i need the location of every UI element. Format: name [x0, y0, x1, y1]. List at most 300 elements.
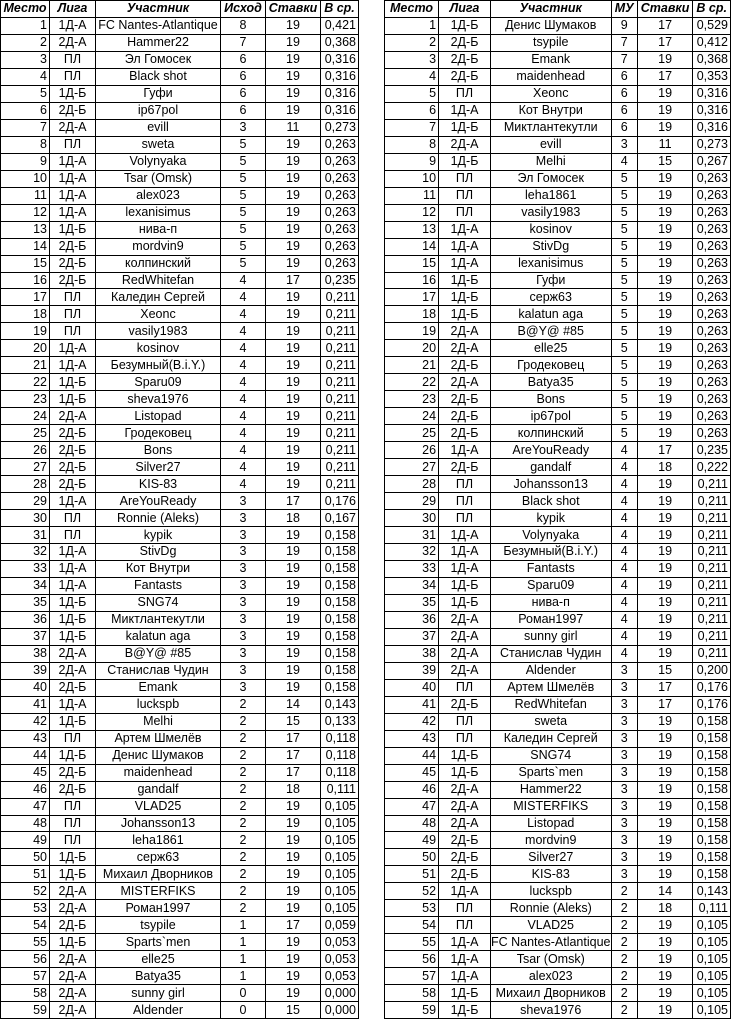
league-cell: 2Д-Б — [439, 696, 491, 713]
league-cell: 1Д-Б — [439, 272, 491, 289]
table-row — [385, 476, 731, 493]
league-cell: 1Д-Б — [50, 628, 96, 645]
average-cell: 0,105 — [321, 798, 359, 815]
place-cell: 29 — [385, 493, 439, 510]
average-cell: 0,053 — [321, 968, 359, 985]
average-cell: 0,105 — [321, 900, 359, 917]
place-cell: 45 — [385, 764, 439, 781]
count-cell: 4 — [221, 442, 266, 459]
table-row — [1, 713, 359, 730]
average-cell: 0,211 — [321, 476, 359, 493]
average-cell: 0,263 — [693, 340, 731, 357]
bets-cell: 19 — [637, 560, 692, 577]
participant-cell: kypik — [96, 527, 221, 544]
participant-cell: Кот Внутри — [490, 102, 611, 119]
league-cell: 2Д-А — [50, 34, 96, 51]
bets-cell: 19 — [637, 272, 692, 289]
participant-cell: sweta — [490, 713, 611, 730]
average-cell: 0,263 — [693, 425, 731, 442]
bets-cell: 19 — [637, 713, 692, 730]
league-cell: 2Д-Б — [50, 917, 96, 934]
place-cell: 19 — [1, 323, 50, 340]
place-cell: 10 — [1, 170, 50, 187]
count-cell: 5 — [611, 187, 637, 204]
bets-cell: 19 — [266, 34, 321, 51]
bets-cell: 11 — [266, 119, 321, 136]
place-cell: 5 — [385, 85, 439, 102]
participant-cell: серж63 — [490, 289, 611, 306]
count-cell: 2 — [611, 900, 637, 917]
participant-cell: sunny girl — [490, 628, 611, 645]
table-row — [385, 696, 731, 713]
league-cell: 1Д-Б — [50, 221, 96, 238]
header-league: Лига — [50, 1, 96, 18]
bets-cell: 14 — [637, 883, 692, 900]
place-cell: 21 — [385, 357, 439, 374]
bets-cell: 19 — [637, 238, 692, 255]
count-cell: 3 — [611, 713, 637, 730]
count-cell: 2 — [221, 866, 266, 883]
participant-cell: Silver27 — [96, 459, 221, 476]
bets-cell: 19 — [637, 85, 692, 102]
average-cell: 0,263 — [693, 221, 731, 238]
participant-cell: gandalf — [96, 781, 221, 798]
average-cell: 0,158 — [321, 679, 359, 696]
count-cell: 7 — [611, 34, 637, 51]
bets-cell: 19 — [266, 934, 321, 951]
table-body — [385, 17, 731, 1018]
league-cell: 2Д-А — [439, 323, 491, 340]
league-cell: 1Д-Б — [439, 577, 491, 594]
table-row — [1, 645, 359, 662]
bets-cell: 19 — [637, 611, 692, 628]
league-cell: 1Д-А — [50, 187, 96, 204]
bets-cell: 19 — [266, 187, 321, 204]
count-cell: 3 — [221, 544, 266, 561]
place-cell: 59 — [1, 1002, 50, 1019]
bets-cell: 19 — [266, 951, 321, 968]
place-cell: 43 — [385, 730, 439, 747]
league-cell: 1Д-А — [50, 544, 96, 561]
table-row — [1, 119, 359, 136]
place-cell: 35 — [1, 594, 50, 611]
table-row — [1, 170, 359, 187]
count-cell: 0 — [221, 1002, 266, 1019]
bets-cell: 19 — [266, 594, 321, 611]
count-cell: 6 — [611, 68, 637, 85]
league-cell: 2Д-А — [50, 985, 96, 1002]
bets-cell: 19 — [266, 153, 321, 170]
place-cell: 25 — [385, 425, 439, 442]
place-cell: 27 — [1, 459, 50, 476]
table-row — [385, 17, 731, 34]
table-row — [1, 204, 359, 221]
place-cell: 1 — [1, 17, 50, 34]
place-cell: 47 — [1, 798, 50, 815]
bets-cell: 19 — [637, 306, 692, 323]
place-cell: 41 — [385, 696, 439, 713]
place-cell: 33 — [1, 560, 50, 577]
league-cell: 1Д-А — [439, 883, 491, 900]
place-cell: 57 — [385, 968, 439, 985]
league-cell: ПЛ — [50, 289, 96, 306]
league-cell: 1Д-А — [50, 560, 96, 577]
bets-cell: 15 — [637, 662, 692, 679]
count-cell: 5 — [221, 238, 266, 255]
table-row — [385, 747, 731, 764]
average-cell: 0,263 — [693, 289, 731, 306]
bets-cell: 19 — [637, 323, 692, 340]
average-cell: 0,118 — [321, 764, 359, 781]
place-cell: 22 — [1, 374, 50, 391]
table-row — [1, 476, 359, 493]
participant-cell: lexanisimus — [96, 204, 221, 221]
participant-cell: Black shot — [490, 493, 611, 510]
league-cell: 2Д-А — [50, 662, 96, 679]
league-cell: ПЛ — [50, 51, 96, 68]
count-cell: 5 — [221, 187, 266, 204]
bets-cell: 19 — [266, 527, 321, 544]
average-cell: 0,211 — [693, 611, 731, 628]
league-cell: ПЛ — [50, 730, 96, 747]
place-cell: 56 — [1, 951, 50, 968]
place-cell: 37 — [1, 628, 50, 645]
count-cell: 5 — [611, 374, 637, 391]
count-cell: 5 — [221, 170, 266, 187]
participant-cell: Batya35 — [96, 968, 221, 985]
bets-cell: 19 — [637, 187, 692, 204]
place-cell: 29 — [1, 493, 50, 510]
league-cell: ПЛ — [50, 798, 96, 815]
bets-cell: 19 — [637, 798, 692, 815]
bets-cell: 15 — [266, 1002, 321, 1019]
header-bets: Ставки — [266, 1, 321, 18]
league-cell: 2Д-А — [439, 136, 491, 153]
participant-cell: Johansson13 — [96, 815, 221, 832]
league-cell: 1Д-А — [50, 357, 96, 374]
table-row — [1, 255, 359, 272]
average-cell: 0,211 — [693, 476, 731, 493]
average-cell: 0,167 — [321, 510, 359, 527]
average-cell: 0,158 — [693, 832, 731, 849]
table-row — [1, 391, 359, 408]
average-cell: 0,211 — [321, 408, 359, 425]
average-cell: 0,105 — [693, 985, 731, 1002]
count-cell: 6 — [221, 51, 266, 68]
average-cell: 0,263 — [321, 238, 359, 255]
league-cell: 1Д-А — [50, 204, 96, 221]
place-cell: 28 — [385, 476, 439, 493]
league-cell: ПЛ — [439, 204, 491, 221]
league-cell: ПЛ — [50, 510, 96, 527]
average-cell: 0,263 — [693, 204, 731, 221]
place-cell: 23 — [1, 391, 50, 408]
place-cell: 14 — [1, 238, 50, 255]
league-cell: 2Д-А — [439, 798, 491, 815]
table-header — [1, 1, 359, 18]
league-cell: 2Д-Б — [439, 34, 491, 51]
table-row — [1, 1002, 359, 1019]
count-cell: 5 — [611, 238, 637, 255]
average-cell: 0,158 — [693, 713, 731, 730]
bets-cell: 17 — [266, 764, 321, 781]
table-row — [385, 391, 731, 408]
count-cell: 3 — [221, 577, 266, 594]
count-cell: 5 — [611, 357, 637, 374]
bets-cell: 19 — [637, 628, 692, 645]
bets-cell: 19 — [266, 679, 321, 696]
place-cell: 46 — [1, 781, 50, 798]
table-row — [385, 272, 731, 289]
average-cell: 0,176 — [693, 696, 731, 713]
average-cell: 0,273 — [693, 136, 731, 153]
bets-cell: 19 — [637, 985, 692, 1002]
bets-cell: 19 — [266, 628, 321, 645]
league-cell: 2Д-А — [50, 883, 96, 900]
count-cell: 5 — [611, 255, 637, 272]
table-row — [1, 968, 359, 985]
count-cell: 2 — [611, 883, 637, 900]
count-cell: 5 — [611, 289, 637, 306]
average-cell: 0,263 — [693, 255, 731, 272]
league-cell: ПЛ — [50, 815, 96, 832]
table-row — [1, 560, 359, 577]
table-row — [1, 408, 359, 425]
participant-cell: sheva1976 — [490, 1002, 611, 1019]
league-cell: 2Д-Б — [50, 764, 96, 781]
place-cell: 55 — [1, 934, 50, 951]
place-cell: 36 — [1, 611, 50, 628]
average-cell: 0,105 — [321, 815, 359, 832]
place-cell: 6 — [1, 102, 50, 119]
league-cell: 1Д-Б — [50, 849, 96, 866]
league-cell: 2Д-Б — [439, 408, 491, 425]
table-row — [385, 136, 731, 153]
table-row — [1, 153, 359, 170]
count-cell: 2 — [221, 730, 266, 747]
average-cell: 0,158 — [321, 645, 359, 662]
participant-cell: Ronnie (Aleks) — [490, 900, 611, 917]
participant-cell: tsypile — [96, 917, 221, 934]
average-cell: 0,211 — [321, 442, 359, 459]
participant-cell: AreYouReady — [96, 493, 221, 510]
bets-cell: 19 — [266, 476, 321, 493]
participant-cell: StivDg — [490, 238, 611, 255]
count-cell: 4 — [221, 272, 266, 289]
average-cell: 0,158 — [321, 611, 359, 628]
league-cell: 2Д-А — [50, 119, 96, 136]
league-cell: 1Д-А — [439, 221, 491, 238]
table-row — [1, 900, 359, 917]
league-cell: 2Д-А — [439, 815, 491, 832]
league-cell: 2Д-А — [50, 951, 96, 968]
participant-cell: sunny girl — [96, 985, 221, 1002]
league-cell: ПЛ — [439, 730, 491, 747]
participant-cell: Ronnie (Aleks) — [96, 510, 221, 527]
bets-cell: 17 — [637, 34, 692, 51]
count-cell: 3 — [611, 798, 637, 815]
average-cell: 0,267 — [693, 153, 731, 170]
place-cell: 52 — [385, 883, 439, 900]
count-cell: 5 — [221, 204, 266, 221]
place-cell: 13 — [385, 221, 439, 238]
table-row — [385, 544, 731, 561]
average-cell: 0,200 — [693, 662, 731, 679]
bets-cell: 19 — [266, 883, 321, 900]
bets-cell: 19 — [266, 560, 321, 577]
participant-cell: Listopad — [96, 408, 221, 425]
table-row — [1, 527, 359, 544]
bets-cell: 19 — [266, 51, 321, 68]
league-cell: 2Д-А — [439, 611, 491, 628]
average-cell: 0,133 — [321, 713, 359, 730]
bets-cell: 17 — [266, 493, 321, 510]
table-row — [385, 866, 731, 883]
league-cell: 1Д-Б — [439, 289, 491, 306]
count-cell: 3 — [221, 510, 266, 527]
place-cell: 28 — [1, 476, 50, 493]
count-cell: 4 — [221, 289, 266, 306]
count-cell: 4 — [221, 306, 266, 323]
participant-cell: RedWhitefan — [490, 696, 611, 713]
table-row — [385, 238, 731, 255]
average-cell: 0,158 — [321, 662, 359, 679]
table-row — [1, 51, 359, 68]
participant-cell: Станислав Чудин — [96, 662, 221, 679]
count-cell: 1 — [221, 951, 266, 968]
table-row — [1, 272, 359, 289]
table-row — [1, 985, 359, 1002]
place-cell: 17 — [385, 289, 439, 306]
average-cell: 0,143 — [693, 883, 731, 900]
table-row — [385, 340, 731, 357]
average-cell: 0,211 — [693, 628, 731, 645]
bets-cell: 19 — [266, 544, 321, 561]
place-cell: 49 — [1, 832, 50, 849]
bets-cell: 19 — [266, 645, 321, 662]
league-cell: ПЛ — [50, 527, 96, 544]
table-header — [385, 1, 731, 18]
participant-cell: Гродековец — [490, 357, 611, 374]
place-cell: 31 — [1, 527, 50, 544]
bets-cell: 19 — [637, 204, 692, 221]
participant-cell: Melhi — [490, 153, 611, 170]
count-cell: 3 — [611, 696, 637, 713]
bets-cell: 11 — [637, 136, 692, 153]
participant-cell: elle25 — [490, 340, 611, 357]
participant-cell: Sparu09 — [490, 577, 611, 594]
table-row — [1, 306, 359, 323]
league-cell: 2Д-Б — [50, 238, 96, 255]
bets-cell: 19 — [266, 357, 321, 374]
average-cell: 0,263 — [693, 170, 731, 187]
header-mu: МУ — [611, 1, 637, 18]
participant-cell: VLAD25 — [96, 798, 221, 815]
place-cell: 32 — [1, 544, 50, 561]
place-cell: 30 — [1, 510, 50, 527]
league-cell: 1Д-Б — [50, 866, 96, 883]
place-cell: 23 — [385, 391, 439, 408]
league-cell: 1Д-Б — [439, 747, 491, 764]
participant-cell: Hammer22 — [96, 34, 221, 51]
average-cell: 0,158 — [321, 544, 359, 561]
count-cell: 2 — [221, 832, 266, 849]
participant-cell: Tsar (Omsk) — [96, 170, 221, 187]
bets-cell: 19 — [266, 611, 321, 628]
bets-cell: 17 — [637, 696, 692, 713]
participant-cell: Silver27 — [490, 849, 611, 866]
place-cell: 18 — [385, 306, 439, 323]
participant-cell: KIS-83 — [490, 866, 611, 883]
average-cell: 0,211 — [321, 357, 359, 374]
league-cell: 1Д-А — [50, 170, 96, 187]
count-cell: 3 — [611, 662, 637, 679]
average-cell: 0,105 — [693, 951, 731, 968]
count-cell: 3 — [611, 781, 637, 798]
participant-cell: AreYouReady — [490, 442, 611, 459]
average-cell: 0,316 — [693, 85, 731, 102]
table-row — [1, 832, 359, 849]
table-row — [385, 119, 731, 136]
league-cell: 2Д-Б — [50, 442, 96, 459]
league-cell: 1Д-А — [50, 577, 96, 594]
count-cell: 2 — [221, 713, 266, 730]
bets-cell: 19 — [637, 544, 692, 561]
place-cell: 24 — [1, 408, 50, 425]
count-cell: 5 — [221, 136, 266, 153]
bets-cell: 19 — [266, 408, 321, 425]
league-cell: 1Д-Б — [439, 17, 491, 34]
average-cell: 0,158 — [693, 849, 731, 866]
bets-cell: 19 — [266, 136, 321, 153]
average-cell: 0,263 — [693, 306, 731, 323]
average-cell: 0,211 — [321, 306, 359, 323]
participant-cell: Артем Шмелёв — [490, 679, 611, 696]
count-cell: 5 — [611, 306, 637, 323]
average-cell: 0,211 — [693, 510, 731, 527]
table-row — [1, 374, 359, 391]
average-cell: 0,263 — [321, 221, 359, 238]
league-cell: 2Д-А — [439, 662, 491, 679]
bets-cell: 19 — [637, 849, 692, 866]
place-cell: 24 — [385, 408, 439, 425]
bets-cell: 19 — [266, 85, 321, 102]
participant-cell: lexanisimus — [490, 255, 611, 272]
participant-cell: Black shot — [96, 68, 221, 85]
place-cell: 54 — [1, 917, 50, 934]
league-cell: 1Д-Б — [50, 713, 96, 730]
place-cell: 8 — [1, 136, 50, 153]
count-cell: 3 — [221, 611, 266, 628]
average-cell: 0,105 — [321, 849, 359, 866]
count-cell: 4 — [611, 628, 637, 645]
average-cell: 0,059 — [321, 917, 359, 934]
league-cell: 1Д-Б — [50, 391, 96, 408]
participant-cell: vasily1983 — [490, 204, 611, 221]
average-cell: 0,263 — [321, 153, 359, 170]
table-row — [385, 510, 731, 527]
count-cell: 3 — [611, 866, 637, 883]
participant-cell: MISTERFIKS — [490, 798, 611, 815]
participant-cell: Johansson13 — [490, 476, 611, 493]
count-cell: 3 — [611, 136, 637, 153]
count-cell: 2 — [611, 1002, 637, 1019]
place-cell: 14 — [385, 238, 439, 255]
place-cell: 53 — [1, 900, 50, 917]
average-cell: 0,211 — [693, 527, 731, 544]
league-cell: 1Д-А — [439, 560, 491, 577]
average-cell: 0,263 — [321, 255, 359, 272]
